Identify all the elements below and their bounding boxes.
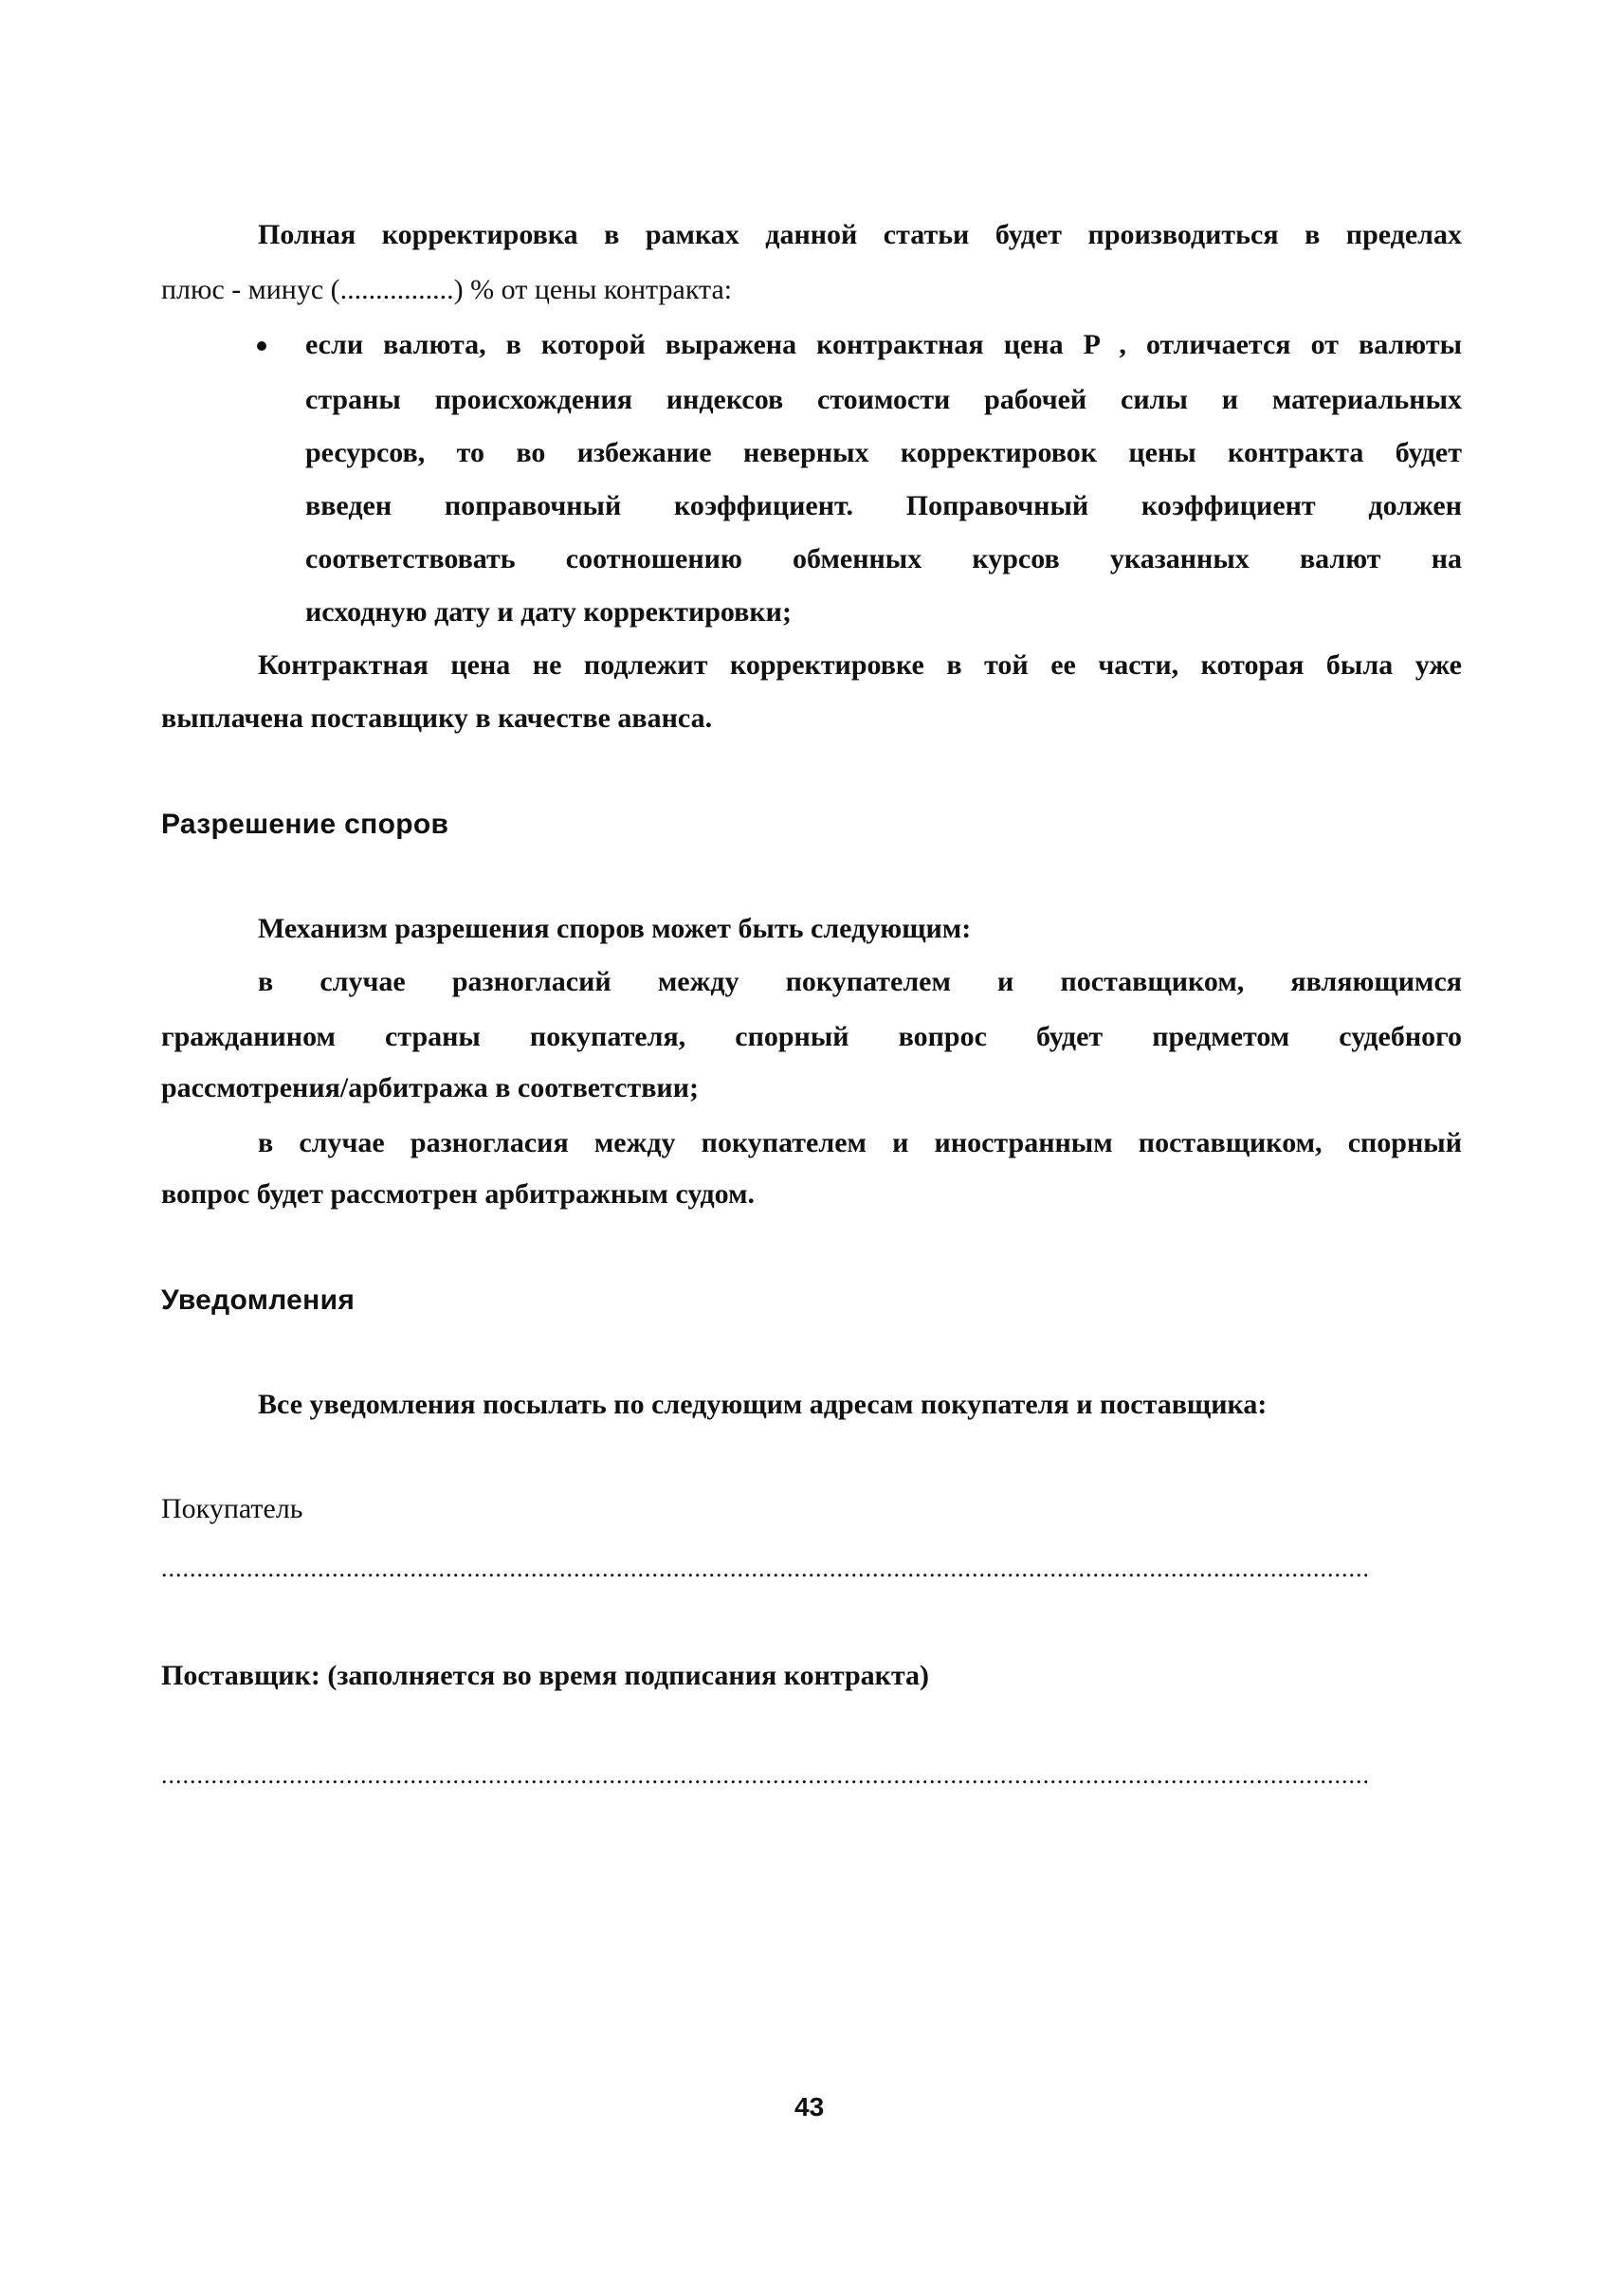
bullet-line-2: страны происхождения индексов стоимости рабочей силы и материальных <box>305 384 1462 415</box>
bullet-line-1: если валюта, в которой выражена контрактная цена P , отличается от валюты <box>305 329 1462 360</box>
supplier-label: Поставщик: (заполняется во время подписания контракта) <box>161 1660 930 1691</box>
page-number: 43 <box>794 2092 825 2122</box>
disputes-item2-line1: в случае разногласия между покупателем и иностранным поставщиком, спорный <box>258 1127 1462 1158</box>
bullet-line-6: исходную дату и дату корректировки; <box>305 596 792 628</box>
price-para2-line1: Контрактная цена не подлежит корректировке в той ее части, которая была уже <box>258 649 1462 681</box>
price-para1-line2: плюс - минус (................) % от цены контракта: <box>161 274 733 305</box>
buyer-label: Покупатель <box>161 1493 303 1524</box>
disputes-item2-line2: вопрос будет рассмотрен арбитражным судом. <box>161 1178 756 1210</box>
buyer-fill-line: .......................................................................................................................................................................... <box>161 1555 1370 1582</box>
supplier-fill-line: .......................................................................................................................................................................... <box>161 1761 1370 1789</box>
bullet-line-5: соответствовать соотношению обменных курсов указанных валют на <box>305 543 1462 574</box>
bullet-line-3: ресурсов, то во избежание неверных корректировок цены контракта будет <box>305 437 1462 468</box>
bullet-line-4: введен поправочный коэффициент. Поправочный коэффициент должен <box>305 490 1462 521</box>
bullet-icon <box>257 341 266 351</box>
disputes-intro: Механизм разрешения споров может быть следующим: <box>258 913 972 944</box>
price-para1-line1: Полная корректировка в рамках данной статьи будет производиться в пределах <box>258 219 1462 250</box>
notices-heading: Уведомления <box>161 1284 356 1316</box>
price-para2-line2: выплачена поставщику в качестве аванса. <box>161 702 713 734</box>
disputes-item1-line2: гражданином страны покупателя, спорный вопрос будет предметом судебного <box>161 1021 1462 1052</box>
disputes-item1-line3: рассмотрения/арбитража в соответствии; <box>161 1072 699 1103</box>
disputes-item1-line1: в случае разногласий между покупателем и поставщиком, являющимся <box>258 966 1462 997</box>
disputes-heading: Разрешение споров <box>161 809 449 840</box>
notices-intro: Все уведомления посылать по следующим адресам покупателя и поставщика: <box>258 1389 1268 1420</box>
